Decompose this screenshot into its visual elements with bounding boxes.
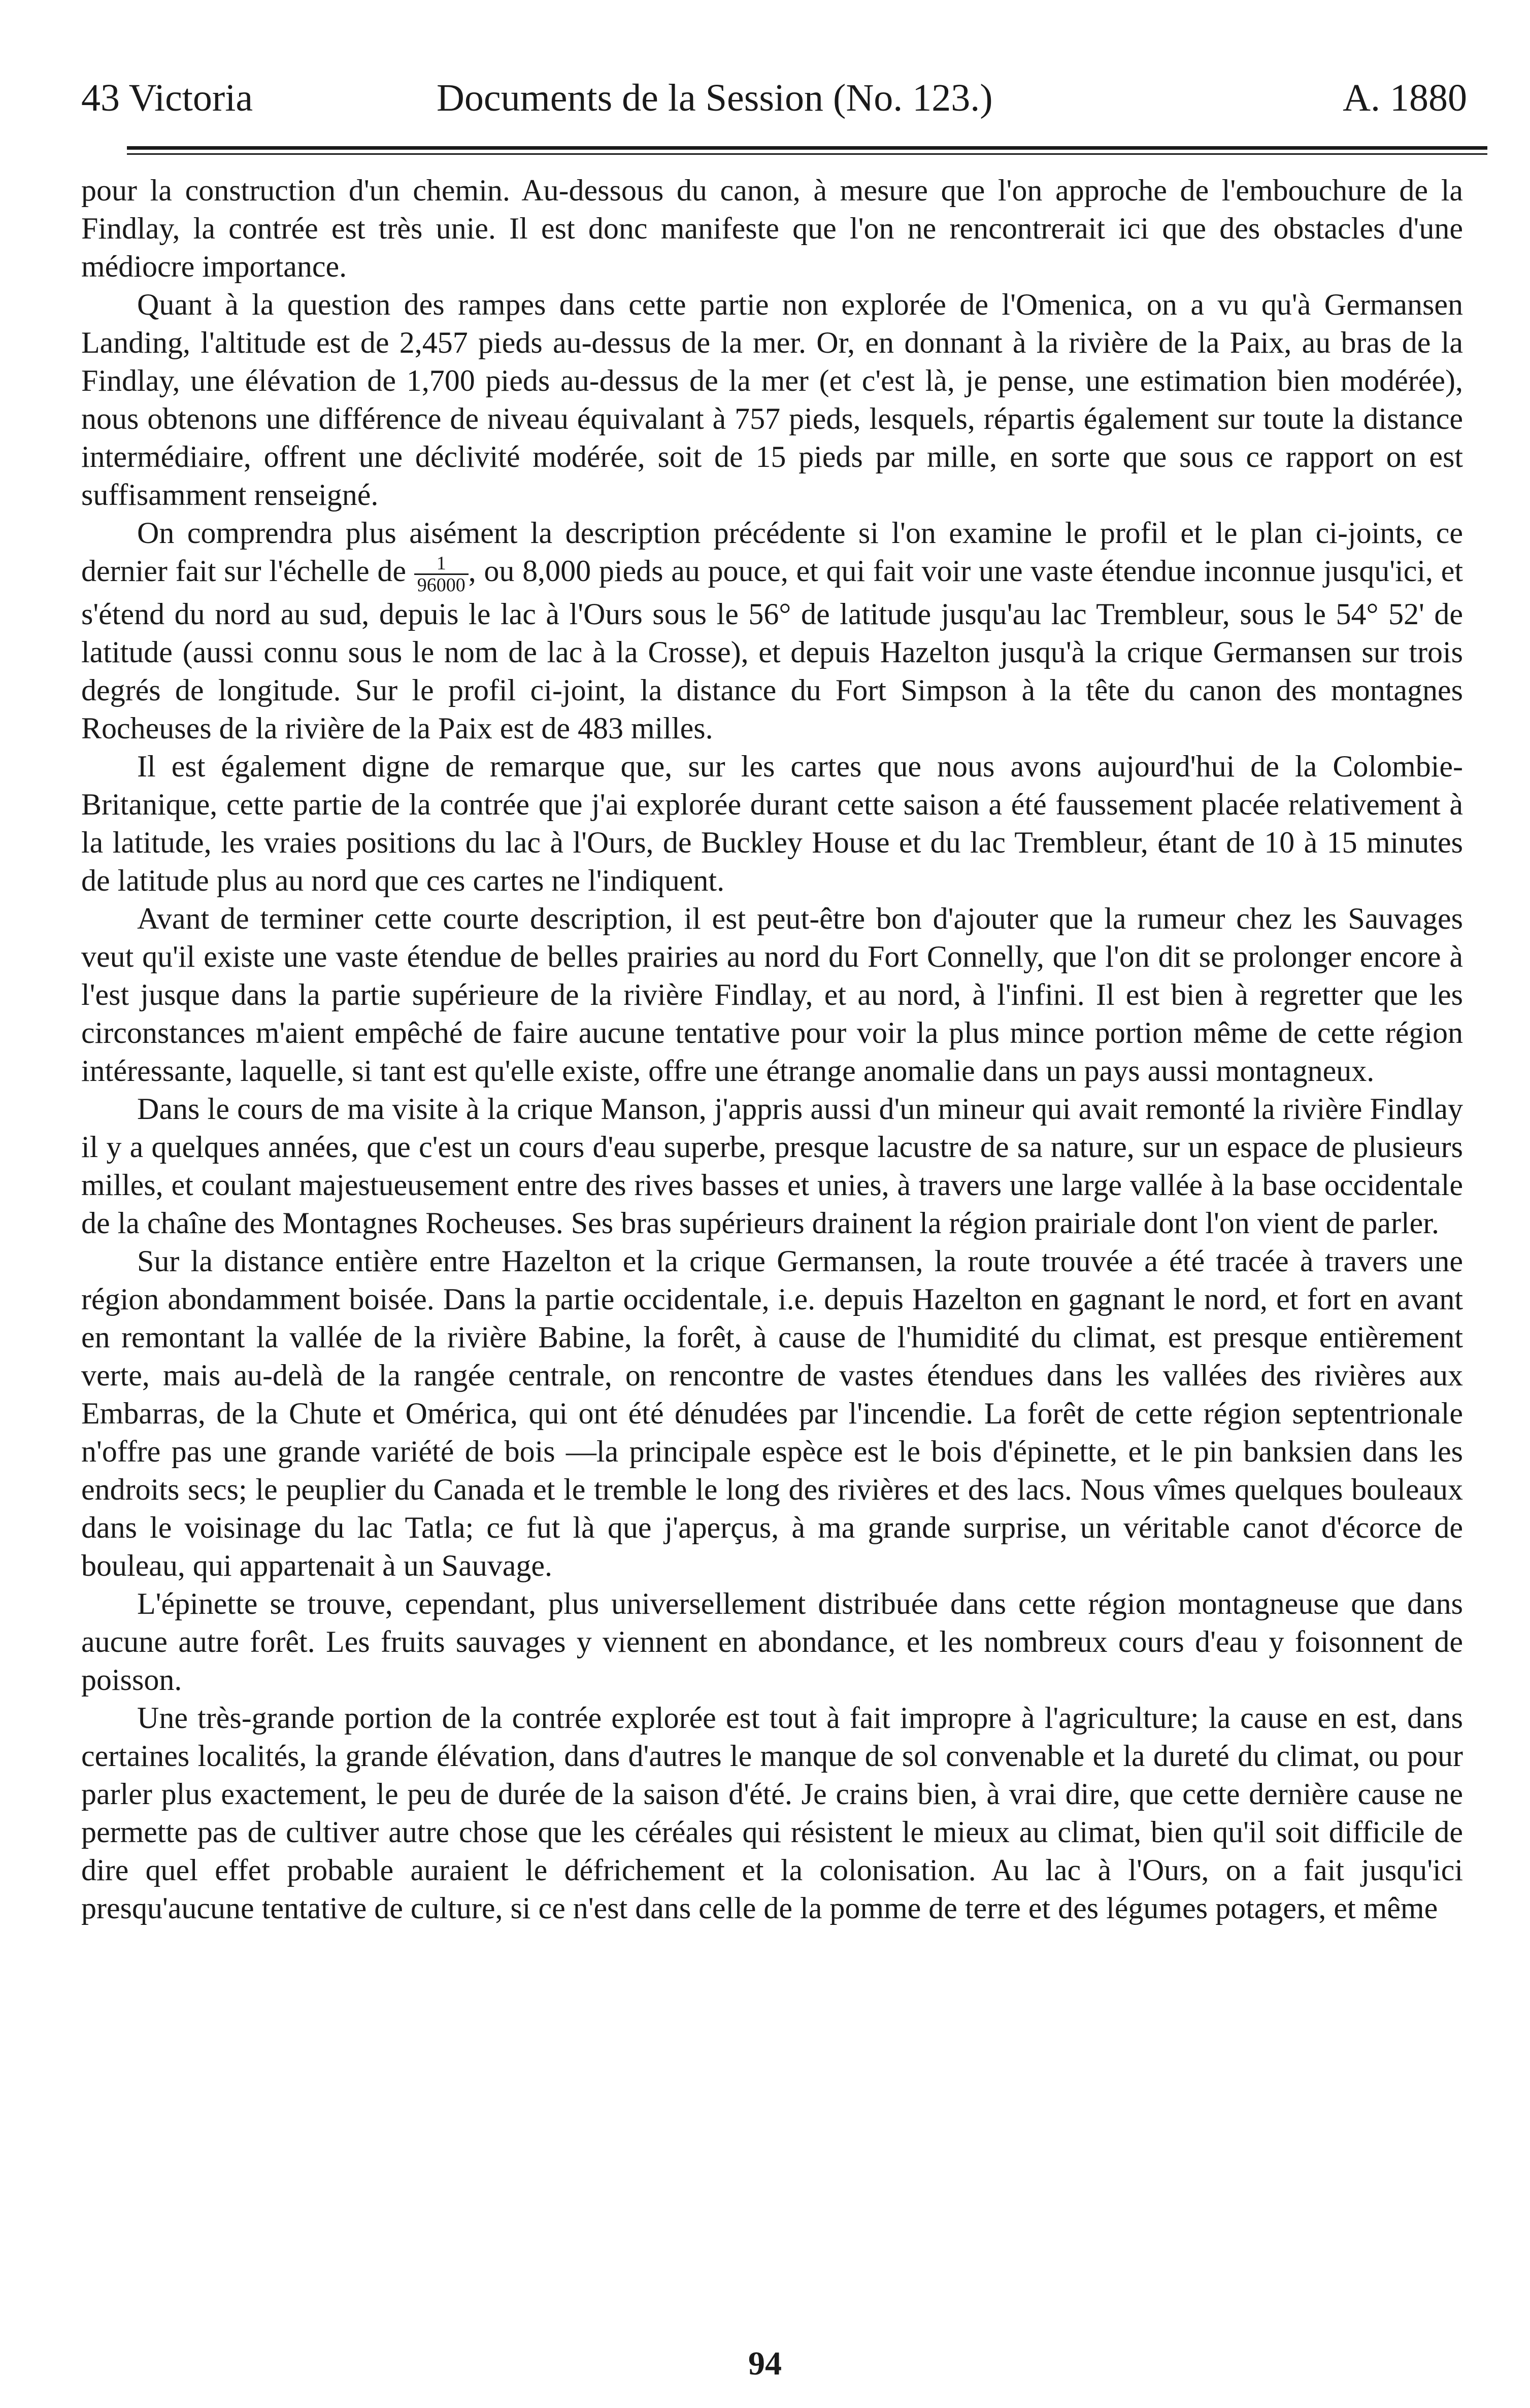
paragraph-3-before: On comprendra plus aisément la description précédente si l'on examine le profil et le plan ci-joints, ce dernier fait sur l'échelle de bbox=[81, 516, 1463, 588]
fraction-numerator: 1 bbox=[414, 553, 469, 575]
header-rule-thick bbox=[127, 146, 1487, 150]
header-document-title: Documents de la Session (No. 123.) bbox=[437, 77, 993, 119]
paragraph-2: Quant à la question des rampes dans cette partie non explorée de l'Omenica, on a vu qu'à Germansen Landing, l'altitude est de 2,457 pieds au-dessus de la mer. Or, en donnant à la rivière de la Paix, au bras de la Findlay, une élévation de 1,700 pieds au-dessus de la mer (et c'est là, je pense, une estimation bien modérée), nous obtenons une différence de niveau équivalant à 757 pieds, lesquels, répartis également sur toute la distance intermédiaire, offrent une déclivité modérée, soit de 15 pieds par mille, en sorte que sous ce rapport on est suffisamment renseigné. bbox=[81, 288, 1463, 512]
paragraph-4: Il est également digne de remarque que, sur les cartes que nous avons aujourd'hui de la Colombie-Britanique, cette partie de la contrée que j'ai explorée durant cette saison a été faussement placée relativement à la latitude, les vraies positions du lac à l'Ours, de Buckley House et du lac Trembleur, étant de 10 à 15 minutes de latitude plus au nord que ces cartes ne l'indiquent. bbox=[81, 749, 1463, 897]
paragraph-6: Dans le cours de ma visite à la crique Manson, j'appris aussi d'un mineur qui avait remonté la rivière Findlay il y a quelques années, que c'est un cours d'eau superbe, presque lacustre de sa nature, sur un espace de plusieurs milles, et coulant majestueusement entre des rives basses et unies, à travers une large vallée à la base occidentale de la chaîne des Montagnes Rocheuses. Ses bras supérieurs drainent la région prairiale dont l'on vient de parler. bbox=[81, 1092, 1463, 1240]
paragraph-3 bbox=[81, 514, 1463, 748]
paragraph-5: Avant de terminer cette courte description, il est peut-être bon d'ajouter que la rumeur chez les Sauvages veut qu'il existe une vaste étendue de belles prairies au nord du Fort Connelly, que l'on dit se prolonger encore à l'est jusque dans la partie supérieure de la rivière Findlay, et au nord, à l'infini. Il est bien à regretter que les circonstances m'aient empêché de faire aucune tentative pour voir la plus mince portion même de cette région intéressante, laquelle, si tant est qu'elle existe, offre une étrange anomalie dans un pays aussi montagneux. bbox=[81, 901, 1463, 1088]
body-text bbox=[81, 172, 1463, 1927]
header-session-year: 43 Victoria bbox=[81, 77, 253, 119]
paragraph-7: Sur la distance entière entre Hazelton et la crique Germansen, la route trouvée a été tracée à travers une région abondamment boisée. Dans la partie occidentale, i.e. depuis Hazelton en gagnant le nord, et fort en avant en remontant la vallée de la rivière Babine, la forêt, à cause de l'humidité du climat, est presque entièrement verte, mais au-delà de la rangée centrale, on rencontre de vastes étendues dans les vallées des rivières aux Embarras, de la Chute et Omérica, qui ont été dénudées par l'incendie. La forêt de cette région septentrionale n'offre pas une grande variété de bois —la principale espèce est le bois d'épinette, et le pin banksien dans les endroits secs; le peuplier du Canada et le tremble le long des rivières et des lacs. Nous vîmes quelques bouleaux dans le voisinage du lac Tatla; ce fut là que j'aperçus, à ma grande surprise, un véritable canot d'écorce de bouleau, qui appartenait à un Sauvage. bbox=[81, 1244, 1463, 1582]
header-series-year: A. 1880 bbox=[1343, 77, 1467, 119]
paragraph-8: L'épinette se trouve, cependant, plus universellement distribuée dans cette région montagneuse que dans aucune autre forêt. Les fruits sauvages y viennent en abondance, et les nombreux cours d'eau y foisonnent de poisson. bbox=[81, 1586, 1463, 1697]
scale-fraction bbox=[414, 553, 469, 595]
fraction-denominator: 96000 bbox=[417, 574, 465, 596]
page-header bbox=[81, 75, 1467, 121]
header-rule-thin bbox=[127, 153, 1487, 155]
paragraph-3-after: , ou 8,000 pieds au pouce, et qui fait voir une vaste étendue inconnue jusqu'ici, et s'étend du nord au sud, depuis le lac à l'Ours sous le 56° de latitude jusqu'au lac Trembleur, sous le 54° 52' de latitude (aussi connu sous le nom de lac à la Crosse), et depuis Hazelton jusqu'à la crique Germansen sur trois degrés de longitude. Sur le profil ci-joint, la distance du Fort Simpson à la tête du canon des montagnes Rocheuses de la rivière de la Paix est de 483 milles. bbox=[81, 554, 1464, 745]
page-number: 94 bbox=[748, 2345, 782, 2382]
paragraph-9: Une très-grande portion de la contrée explorée est tout à fait impropre à l'agriculture; la cause en est, dans certaines localités, la grande élévation, dans d'autres le manque de sol convenable et la dureté du climat, ou pour parler plus exactement, le peu de durée de la saison d'été. Je crains bien, à vrai dire, que cette dernière cause ne permette pas de cultiver autre chose que les céréales qui résistent le mieux au climat, bien qu'il soit difficile de dire quel effet probable auraient le défrichement et la colonisation. Au lac à l'Ours, on a fait jusqu'ici presqu'aucune tentative de culture, si ce n'est dans celle de la pomme de terre et des légumes potagers, et même bbox=[81, 1701, 1463, 1925]
paragraph-1: pour la construction d'un chemin. Au-dessous du canon, à mesure que l'on approche de l'embouchure de la Findlay, la contrée est très unie. Il est donc manifeste que l'on ne rencontrerait ici que des obstacles d'une médiocre importance. bbox=[81, 174, 1463, 283]
